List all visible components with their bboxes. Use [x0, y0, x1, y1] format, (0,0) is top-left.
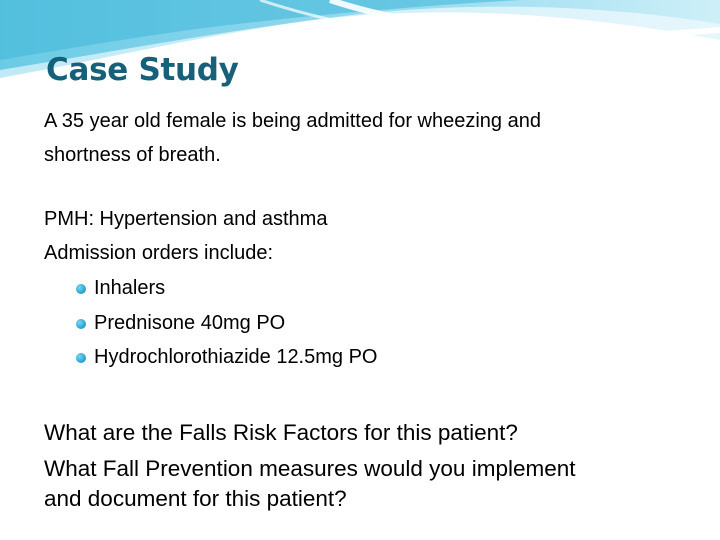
- orders-label: Admission orders include:: [44, 242, 273, 264]
- bullet-dot-icon: [76, 353, 86, 363]
- order-item-label: Prednisone 40mg PO: [94, 312, 286, 334]
- order-item-label: Inhalers: [94, 277, 166, 299]
- question-2-line-1: What Fall Prevention measures would you implement: [44, 456, 576, 481]
- slide-title: Case Study: [46, 52, 239, 88]
- bullet-dot-icon: [76, 319, 86, 329]
- order-item: [76, 312, 285, 335]
- intro-line-2: shortness of breath.: [44, 144, 221, 166]
- question-2-line-2: and document for this patient?: [44, 486, 347, 511]
- question-1: What are the Falls Risk Factors for this patient?: [44, 420, 518, 445]
- pmh-line: PMH: Hypertension and asthma: [44, 208, 328, 230]
- bullet-dot-icon: [76, 284, 86, 294]
- intro-line-1: A 35 year old female is being admitted for wheezing and: [44, 110, 541, 132]
- order-item-label: Hydrochlorothiazide 12.5mg PO: [94, 346, 378, 368]
- order-item: [76, 277, 165, 300]
- order-item: [76, 346, 377, 369]
